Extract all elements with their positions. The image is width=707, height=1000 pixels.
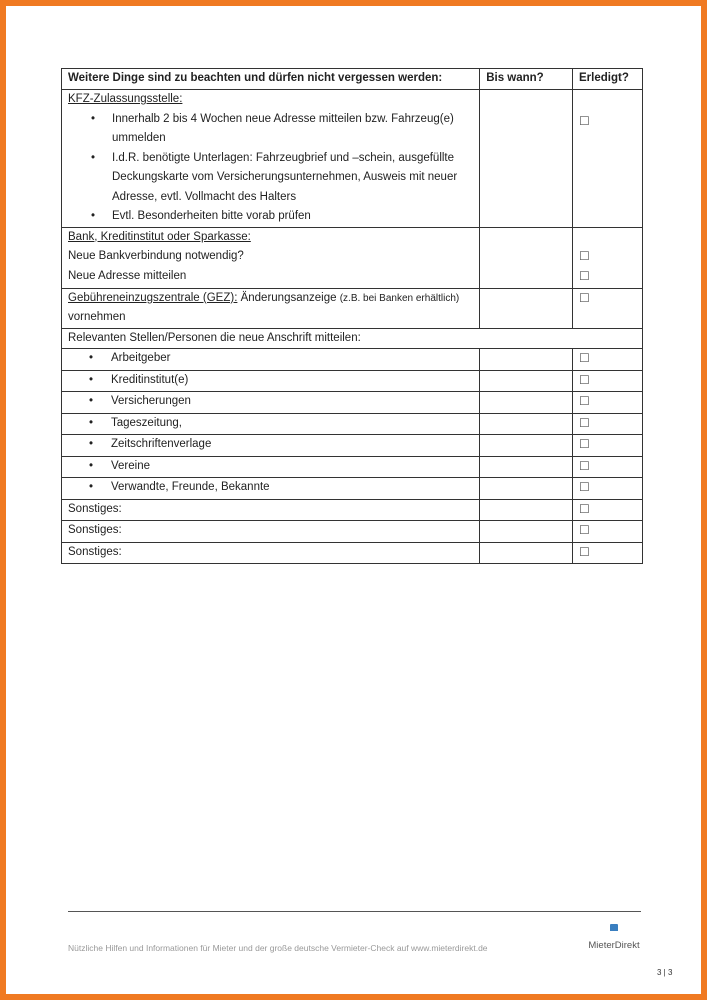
logo bbox=[584, 924, 644, 951]
done-cell bbox=[573, 349, 643, 371]
other-label: Sonstiges: bbox=[62, 521, 480, 543]
table-row-other bbox=[62, 499, 643, 521]
other-label: Sonstiges: bbox=[62, 499, 480, 521]
deadline-cell[interactable] bbox=[480, 478, 573, 500]
deadline-cell[interactable] bbox=[480, 413, 573, 435]
list-item: • Innerhalb 2 bis 4 Wochen neue Adresse mitteilen bzw. Fahrzeug(e) ummelden bbox=[112, 110, 473, 149]
table-row bbox=[62, 370, 643, 392]
checkbox[interactable]: ☐ bbox=[579, 437, 590, 451]
done-cell bbox=[573, 370, 643, 392]
table-row-relevant-title bbox=[62, 328, 643, 349]
done-cell bbox=[573, 499, 643, 521]
item-cell bbox=[62, 478, 480, 500]
gez-text-2: vornehmen bbox=[68, 311, 126, 323]
header-deadline: Bis wann? bbox=[480, 69, 573, 90]
kfz-title: KFZ-Zulassungsstelle: bbox=[68, 93, 183, 105]
relevant-item-label: Verwandte, Freunde, Bekannte bbox=[111, 481, 270, 493]
deadline-cell[interactable] bbox=[480, 542, 573, 564]
done-cell bbox=[573, 435, 643, 457]
bullet: • bbox=[89, 395, 94, 407]
bullet: • bbox=[89, 352, 94, 364]
gez-text: Änderungsanzeige bbox=[240, 291, 337, 304]
table-row-other bbox=[62, 521, 643, 543]
relevant-item-label: Vereine bbox=[111, 459, 151, 472]
item-cell bbox=[62, 370, 480, 392]
done-cell bbox=[573, 413, 643, 435]
gez-title: Gebühreneinzugszentrale (GEZ): bbox=[68, 291, 238, 304]
table-row bbox=[62, 435, 643, 457]
table-row bbox=[62, 392, 643, 414]
checkbox[interactable]: ☐ bbox=[579, 351, 590, 365]
bullet: • bbox=[89, 416, 94, 429]
checkbox[interactable]: ☐ bbox=[579, 458, 590, 473]
relevant-title: Relevanten Stellen/Personen die neue Anschrift mitteilen: bbox=[62, 328, 643, 349]
list-item: • I.d.R. benötigte Unterlagen: Fahrzeugbrief und –schein, ausgefüllte Deckungskarte vom Versicherungsunternehmen, Ausweis mit neuer Adresse, evtl. Vollmacht des Halters bbox=[112, 149, 473, 208]
relevant-item-label: Zeitschriftenverlage bbox=[111, 438, 212, 450]
table-row bbox=[62, 349, 643, 371]
checkbox[interactable]: ☐ bbox=[579, 372, 590, 387]
table-row-other bbox=[62, 542, 643, 564]
deadline-cell[interactable] bbox=[480, 392, 573, 414]
bullet: • bbox=[89, 438, 94, 450]
deadline-cell[interactable] bbox=[480, 456, 573, 478]
deadline-cell[interactable] bbox=[480, 499, 573, 521]
done-cell bbox=[573, 456, 643, 478]
bank-line-1: Neue Bankverbindung notwendig? bbox=[68, 250, 244, 262]
done-cell bbox=[573, 478, 643, 500]
item-cell bbox=[62, 413, 480, 435]
deadline-cell[interactable] bbox=[480, 521, 573, 543]
other-label: Sonstiges: bbox=[62, 542, 480, 564]
deadline-cell[interactable] bbox=[480, 349, 573, 371]
relevant-item-label: Arbeitgeber bbox=[111, 352, 171, 364]
relevant-item-label: Tageszeitung, bbox=[111, 416, 182, 429]
house-icon bbox=[610, 924, 618, 931]
relevant-item-label: Kreditinstitut(e) bbox=[111, 373, 189, 386]
done-cell bbox=[573, 90, 643, 228]
checkbox-kfz[interactable]: ☐ bbox=[579, 114, 590, 128]
done-cell bbox=[573, 227, 643, 288]
gez-note: (z.B. bei Banken erhältlich) bbox=[339, 292, 460, 304]
bullet: • bbox=[89, 481, 94, 493]
kfz-list bbox=[68, 110, 473, 227]
deadline-cell[interactable] bbox=[480, 288, 573, 328]
deadline-cell[interactable] bbox=[480, 227, 573, 288]
table-row-bank bbox=[62, 227, 643, 288]
bullet: • bbox=[89, 459, 94, 472]
checkbox[interactable]: ☐ bbox=[579, 501, 590, 516]
item-cell bbox=[62, 435, 480, 457]
header-topic: Weitere Dinge sind zu beachten und dürfen nicht vergessen werden: bbox=[62, 69, 480, 90]
checkbox[interactable]: ☐ bbox=[579, 415, 590, 430]
done-cell bbox=[573, 521, 643, 543]
checkbox-gez[interactable]: ☐ bbox=[579, 290, 590, 305]
logo-text: MieterDirekt bbox=[588, 940, 640, 951]
bullet: • bbox=[89, 373, 94, 386]
table-row-kfz bbox=[62, 90, 643, 228]
checkbox-bank-2[interactable]: ☐ bbox=[579, 269, 590, 283]
checkbox[interactable]: ☐ bbox=[579, 394, 590, 408]
page-number: 3 | 3 bbox=[657, 968, 673, 977]
done-cell bbox=[573, 392, 643, 414]
done-cell bbox=[573, 288, 643, 328]
item-cell bbox=[62, 456, 480, 478]
table-row bbox=[62, 456, 643, 478]
gez-cell bbox=[62, 288, 480, 328]
table-row-gez bbox=[62, 288, 643, 328]
bank-cell bbox=[62, 227, 480, 288]
table-header-row bbox=[62, 69, 643, 90]
header-done: Erledigt? bbox=[573, 69, 643, 90]
checkbox-bank-1[interactable]: ☐ bbox=[579, 248, 590, 263]
table-row bbox=[62, 478, 643, 500]
footer-text: Nützliche Hilfen und Informationen für Mieter und der große deutsche Vermieter-Check auf www.mieterdirekt.de bbox=[68, 943, 488, 953]
bank-title: Bank, Kreditinstitut oder Sparkasse: bbox=[68, 230, 251, 243]
checkbox[interactable]: ☐ bbox=[579, 523, 590, 537]
done-cell bbox=[573, 542, 643, 564]
kfz-cell bbox=[62, 90, 480, 228]
checklist-table bbox=[61, 68, 643, 564]
deadline-cell[interactable] bbox=[480, 370, 573, 392]
checkbox[interactable]: ☐ bbox=[579, 480, 590, 494]
list-item: • Evtl. Besonderheiten bitte vorab prüfen bbox=[112, 207, 473, 227]
item-cell bbox=[62, 349, 480, 371]
deadline-cell[interactable] bbox=[480, 435, 573, 457]
deadline-cell[interactable] bbox=[480, 90, 573, 228]
item-cell bbox=[62, 392, 480, 414]
relevant-item-label: Versicherungen bbox=[111, 395, 191, 407]
table-row bbox=[62, 413, 643, 435]
bank-line-2: Neue Adresse mitteilen bbox=[68, 269, 187, 282]
checkbox[interactable]: ☐ bbox=[579, 544, 590, 559]
footer-divider bbox=[68, 911, 641, 912]
